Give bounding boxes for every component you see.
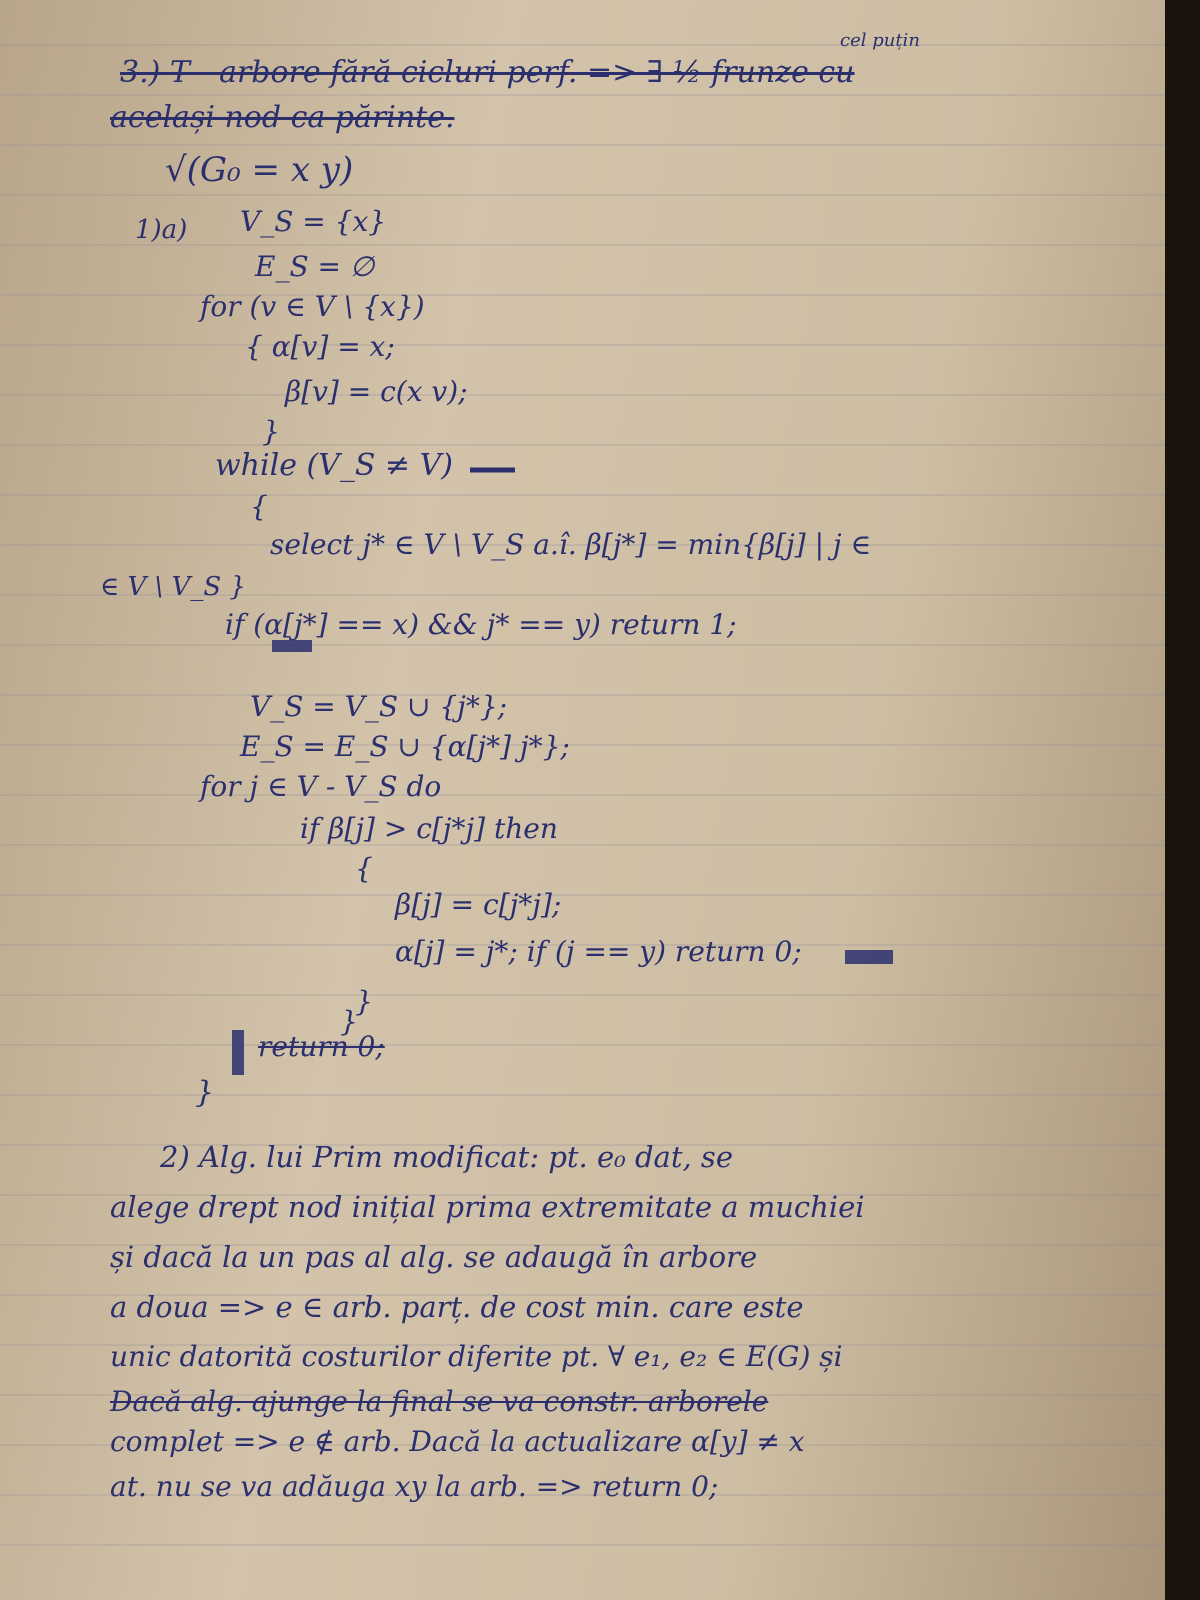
algorithm-line: } bbox=[262, 415, 280, 448]
algorithm-line: E_S = ∅ bbox=[255, 250, 375, 283]
crossed-header-line-1: 3.) T - arbore fără cicluri perf. => ∃ ½ frunze cu bbox=[120, 55, 855, 90]
algorithm-line: β[j] = c[j*j]; bbox=[395, 888, 562, 921]
algorithm-line: ∈ V \ V_S } bbox=[100, 572, 246, 602]
algorithm-line: V_S = {x} bbox=[240, 205, 387, 238]
explanation-line: 2) Alg. lui Prim modificat: pt. e₀ dat, se bbox=[160, 1140, 733, 1174]
explanation-line: unic datorită costurilor diferite pt. ∀ e₁, e₂ ∈ E(G) și bbox=[110, 1340, 843, 1373]
algorithm-line: if β[j] > c[j*j] then bbox=[300, 812, 558, 845]
explanation-line-struck: Dacă alg. ajunge la final se va constr. arborele bbox=[110, 1385, 769, 1418]
algorithm-line-struck: return 0; bbox=[258, 1030, 385, 1063]
algorithm-line: { bbox=[250, 490, 268, 523]
algorithm-line: } bbox=[195, 1075, 215, 1110]
algorithm-line: α[j] = j*; if (j == y) return 0; bbox=[395, 935, 802, 968]
crossed-header-line-2: același nod ca părinte. bbox=[110, 100, 455, 135]
algorithm-line: for j ∈ V - V_S do bbox=[200, 770, 442, 803]
algorithm-line: select j* ∈ V \ V_S a.î. β[j*] = min{β[j] | j ∈ bbox=[270, 528, 872, 561]
algorithm-line: } bbox=[340, 1005, 358, 1038]
algorithm-line: { bbox=[355, 852, 373, 885]
algorithm-line: for (v ∈ V \ {x}) bbox=[200, 290, 425, 323]
algorithm-line: E_S = E_S ∪ {α[j*] j*}; bbox=[240, 730, 570, 763]
function-call: √(G₀ = x y) bbox=[165, 150, 354, 190]
algorithm-line: V_S = V_S ∪ {j*}; bbox=[250, 690, 508, 723]
explanation-line: a doua => e ∈ arb. parț. de cost min. care este bbox=[110, 1290, 804, 1324]
crossed-header-insert: cel puțin bbox=[840, 30, 920, 51]
algorithm-line: while (V_S ≠ V) bbox=[215, 448, 453, 483]
algorithm-line: if (α[j*] == x) && j* == y) return 1; bbox=[225, 608, 737, 641]
algorithm-label: 1)a) bbox=[135, 215, 188, 245]
explanation-line: complet => e ∉ arb. Dacă la actualizare α[y] ≠ x bbox=[110, 1425, 805, 1458]
algorithm-line: { α[v] = x; bbox=[245, 330, 395, 363]
explanation-line: și dacă la un pas al alg. se adaugă în arbore bbox=[110, 1240, 758, 1274]
algorithm-line: β[v] = c(x v); bbox=[285, 375, 468, 408]
explanation-line: at. nu se va adăuga xy la arb. => return 0; bbox=[110, 1470, 719, 1503]
algorithm-line: } bbox=[355, 985, 373, 1018]
explanation-line: alege drept nod inițial prima extremitate a muchiei bbox=[110, 1190, 865, 1224]
